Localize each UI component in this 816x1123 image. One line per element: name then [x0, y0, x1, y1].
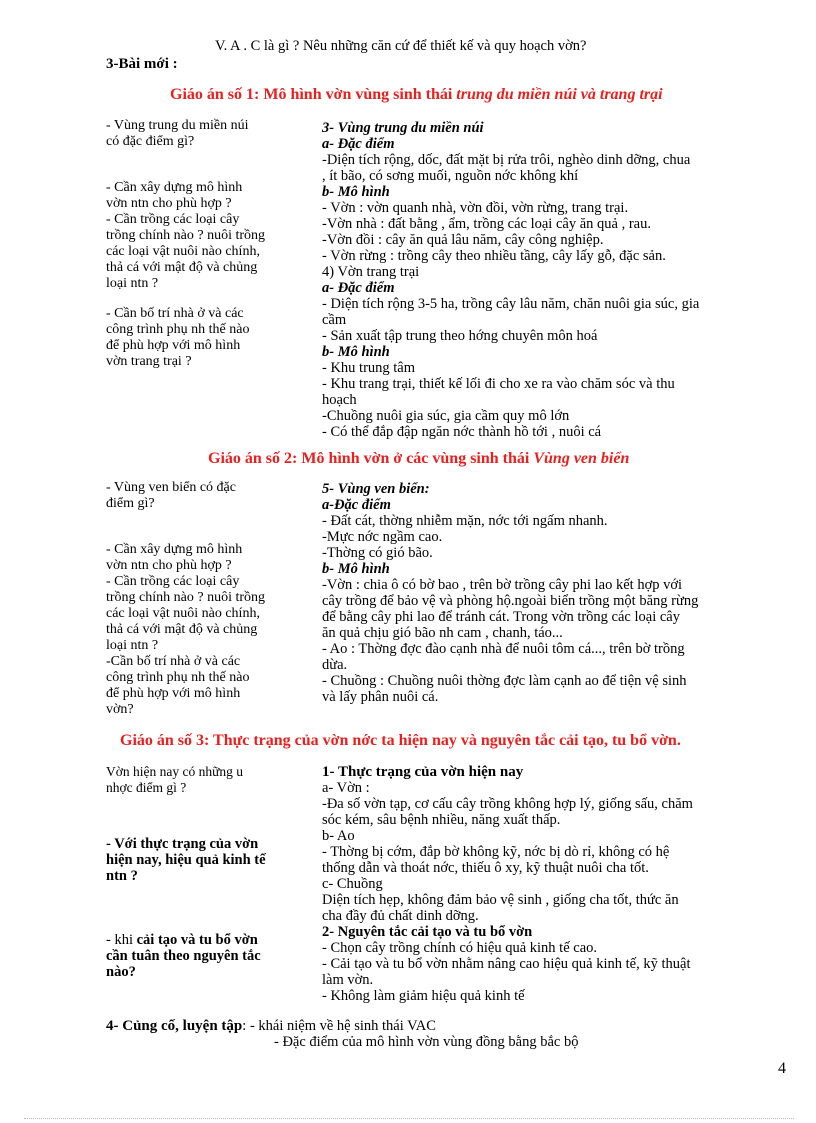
- page-number: 4: [778, 1060, 786, 1077]
- content-line: sóc kém, sâu bệnh nhiều, năng xuất thấp.: [322, 812, 561, 828]
- content-line: cầm: [322, 312, 347, 328]
- content-line: dừa.: [322, 657, 348, 673]
- question-line: có đặc điểm gì?: [106, 134, 195, 149]
- question-line: - Cần xây dựng mô hình: [106, 542, 243, 557]
- lesson3-question-3: [106, 932, 261, 980]
- question-line: ntn ?: [106, 868, 138, 884]
- page-bottom-divider: [24, 1118, 794, 1119]
- question-line: thả cá với mật độ và chủng: [106, 622, 258, 637]
- question-line: - Cần trồng các loại cây: [106, 212, 240, 227]
- content-line: -Chuồng nuôi gia súc, gia cầm quy mô lớn: [322, 408, 570, 424]
- content-line: 4) Vờn trang trại: [322, 264, 420, 280]
- content-line: -Đa số vờn tạp, cơ cấu cây trồng không hợp lý, giống sấu, chăm: [322, 796, 693, 812]
- content-line: - Có thể đắp đập ngăn nớc thành hồ tới , nuôi cá: [322, 424, 602, 440]
- question-line: vờn trang trại ?: [106, 354, 192, 369]
- lesson2-content: [322, 481, 698, 705]
- content-line: Diện tích hẹp, không đảm bảo vệ sinh , giống cha tốt, thức ăn: [322, 892, 679, 908]
- question-line: công trình phụ nh thế nào: [106, 322, 250, 337]
- content-line: làm vờn.: [322, 972, 374, 988]
- content-subheading: 2- Nguyên tắc cải tạo và tu bổ vờn: [322, 924, 533, 940]
- lesson3-question-1: [106, 764, 243, 796]
- question-line: nhợc điểm gì ?: [106, 780, 187, 795]
- consolidation-line-2: [274, 1034, 578, 1050]
- question-line: - Cần xây dựng mô hình: [106, 180, 243, 195]
- question-line: - Với thực trạng của vờn: [106, 836, 259, 852]
- content-subheading: 3- Vùng trung du miền núi: [322, 120, 484, 136]
- lesson1-questions: [106, 118, 265, 370]
- content-line: - Vờn rừng : trồng cây theo nhiều tầng, cây lấy gỗ, đặc sản.: [322, 248, 666, 264]
- lesson3-title: Giáo án số 3: Thực trạng của vờn nớc ta hiện nay và nguyên tắc cải tạo, tu bổ vờn.: [120, 732, 681, 749]
- content-line: ăn quả chịu gió bão nh cam , chanh, táo...: [322, 625, 563, 641]
- content-line: - Chọn cây trồng chính có hiệu quả kinh tế cao.: [322, 940, 598, 956]
- section-heading: 3-Bài mới :: [106, 56, 178, 72]
- question-line: - Cần trồng các loại cây: [106, 574, 240, 589]
- content-line: c- Chuồng: [322, 876, 383, 892]
- content-line: - Khu trung tâm: [322, 360, 416, 376]
- content-line: - Diện tích rộng 3-5 ha, trồng cây lâu năm, chăn nuôi gia súc, gia: [322, 296, 700, 312]
- lesson1-title-plain: Giáo án số 1: Mô hình vờn vùng sinh thái: [170, 86, 457, 103]
- content-line: - Ao : Thờng đợc đào cạnh nhà để nuôi tôm cá..., trên bờ trồng: [322, 641, 685, 657]
- question-line: -Cần bố trí nhà ở và các: [106, 654, 241, 669]
- lesson1-title-italic: trung du miền núi và trang trại: [456, 86, 663, 103]
- content-line: -Mực nớc ngầm cao.: [322, 529, 443, 545]
- lesson3-content: [322, 764, 693, 1004]
- content-line: cây trồng để bảo vệ và phòng hộ.ngoài biển trồng một băng rừng: [322, 593, 699, 609]
- content-line: a- Vờn :: [322, 780, 370, 796]
- content-subheading: b- Mô hình: [322, 184, 390, 200]
- content-line: thống dẫn và thoát nớc, thiếu ô xy, kỹ thuật nuôi cha tốt.: [322, 860, 649, 876]
- content-line: - Thờng bị cớm, đắp bờ không kỹ, nớc bị dò rỉ, không có hệ: [322, 844, 670, 860]
- lesson2-questions: [106, 480, 265, 718]
- lesson2-title: [208, 450, 629, 468]
- lesson3-question-2: [106, 836, 266, 884]
- content-subheading: 5- Vùng ven biển:: [322, 481, 430, 497]
- question-line: vờn ntn cho phù hợp ?: [106, 196, 232, 211]
- question-line: trồng chính nào ? nuôi trồng: [106, 590, 266, 605]
- content-line: b- Ao: [322, 828, 355, 844]
- content-line: - Khu trang trại, thiết kế lối đi cho xe ra vào chăm sóc và thu: [322, 376, 675, 392]
- question-line: - Vùng ven biển có đặc: [106, 480, 236, 495]
- content-subheading: a- Đặc điểm: [322, 136, 395, 152]
- content-line: - Vờn : vờn quanh nhà, vờn đồi, vờn rừng, trang trại.: [322, 200, 629, 216]
- question-line: trồng chính nào ? nuôi trồng: [106, 228, 266, 243]
- content-subheading: b- Mô hình: [322, 344, 390, 360]
- content-line: -Vờn : chia ô có bờ bao , trên bờ trồng cây phi lao kết hợp với: [322, 577, 683, 593]
- content-line: và lấy phân nuôi cá.: [322, 689, 439, 705]
- content-line: hoạch: [322, 392, 357, 408]
- consolidation-item: - khái niệm về hệ sinh thái VAC: [249, 1018, 436, 1034]
- question-line: nào?: [106, 964, 136, 980]
- lesson1-title: [170, 86, 663, 104]
- consolidation-label: 4- Củng cố, luyện tập: [106, 1018, 243, 1034]
- lesson1-content: [322, 120, 699, 440]
- question-line: các loại vật nuôi nào chính,: [106, 244, 260, 259]
- content-line: -Vờn đồi : cây ăn quả lâu năm, cây công nghiệp.: [322, 232, 604, 248]
- question-line: loại ntn ?: [106, 276, 159, 291]
- question-line: điểm gì?: [106, 496, 155, 511]
- consolidation-item: - Đặc điểm của mô hình vờn vùng đồng bằng bắc bộ: [274, 1034, 579, 1050]
- content-line: -Vờn nhà : đất bằng , ẩm, trồng các loại cây ăn quả , rau.: [322, 216, 651, 232]
- question-line: - Cần bố trí nhà ở và các: [106, 306, 244, 321]
- question-line: vờn ntn cho phù hợp ?: [106, 558, 232, 573]
- question-line: cần tuân theo nguyên tắc: [106, 948, 261, 964]
- question-prefix: - khi: [106, 932, 137, 948]
- content-subheading: b- Mô hình: [322, 561, 390, 577]
- content-line: , ít bão, có sơng muối, nguồn nớc không khí: [322, 168, 579, 184]
- question-line: thả cá với mật độ và chủng: [106, 260, 258, 275]
- question-line: vờn?: [106, 702, 134, 717]
- question-line: để phù hợp với mô hình: [106, 686, 241, 701]
- consolidation-colon: :: [242, 1018, 250, 1034]
- content-line: - Sản xuất tập trung theo hớng chuyên môn hoá: [322, 328, 598, 344]
- question-line: - Vùng trung du miền núi: [106, 118, 249, 133]
- content-line: cha đầy đủ chất dinh dỡng.: [322, 908, 479, 924]
- question-line: để phù hợp với mô hình: [106, 338, 241, 353]
- consolidation-line-1: [106, 1018, 436, 1034]
- question-line: loại ntn ?: [106, 638, 159, 653]
- content-line: -Thờng có gió bão.: [322, 545, 433, 561]
- content-subheading: 1- Thực trạng của vờn hiện nay: [322, 764, 524, 780]
- question-line: hiện nay, hiệu quả kinh tế: [106, 852, 266, 868]
- content-line: - Đất cát, thờng nhiễm mặn, nớc tới ngấm nhanh.: [322, 513, 608, 529]
- content-line: để bằng cây phi lao để tránh cát. Trong vờn trồng các loại cây: [322, 609, 680, 625]
- intro-question: V. A . C là gì ? Nêu những căn cứ để thiết kế và quy hoạch vờn?: [215, 38, 587, 54]
- content-line: - Cải tạo và tu bổ vờn nhằm nâng cao hiệu quả kinh tế, kỹ thuật: [322, 956, 691, 972]
- content-line: -Diện tích rộng, dốc, đất mặt bị rửa trôi, nghèo dinh dỡng, chua: [322, 152, 691, 168]
- content-subheading: a-Đặc điểm: [322, 497, 391, 513]
- question-line: Vờn hiện nay có những u: [106, 764, 244, 779]
- lesson2-title-plain: Giáo án số 2: Mô hình vờn ở các vùng sinh thái: [208, 450, 534, 467]
- content-subheading: a- Đặc điểm: [322, 280, 395, 296]
- question-line: công trình phụ nh thế nào: [106, 670, 250, 685]
- content-line: - Chuồng : Chuồng nuôi thờng đợc làm cạnh ao để tiện vệ sinh: [322, 673, 687, 689]
- content-line: - Không làm giảm hiệu quả kinh tế: [322, 988, 525, 1004]
- lesson2-title-italic: Vùng ven biển: [533, 450, 630, 467]
- question-line: cải tạo và tu bổ vờn: [136, 932, 258, 948]
- question-line: các loại vật nuôi nào chính,: [106, 606, 260, 621]
